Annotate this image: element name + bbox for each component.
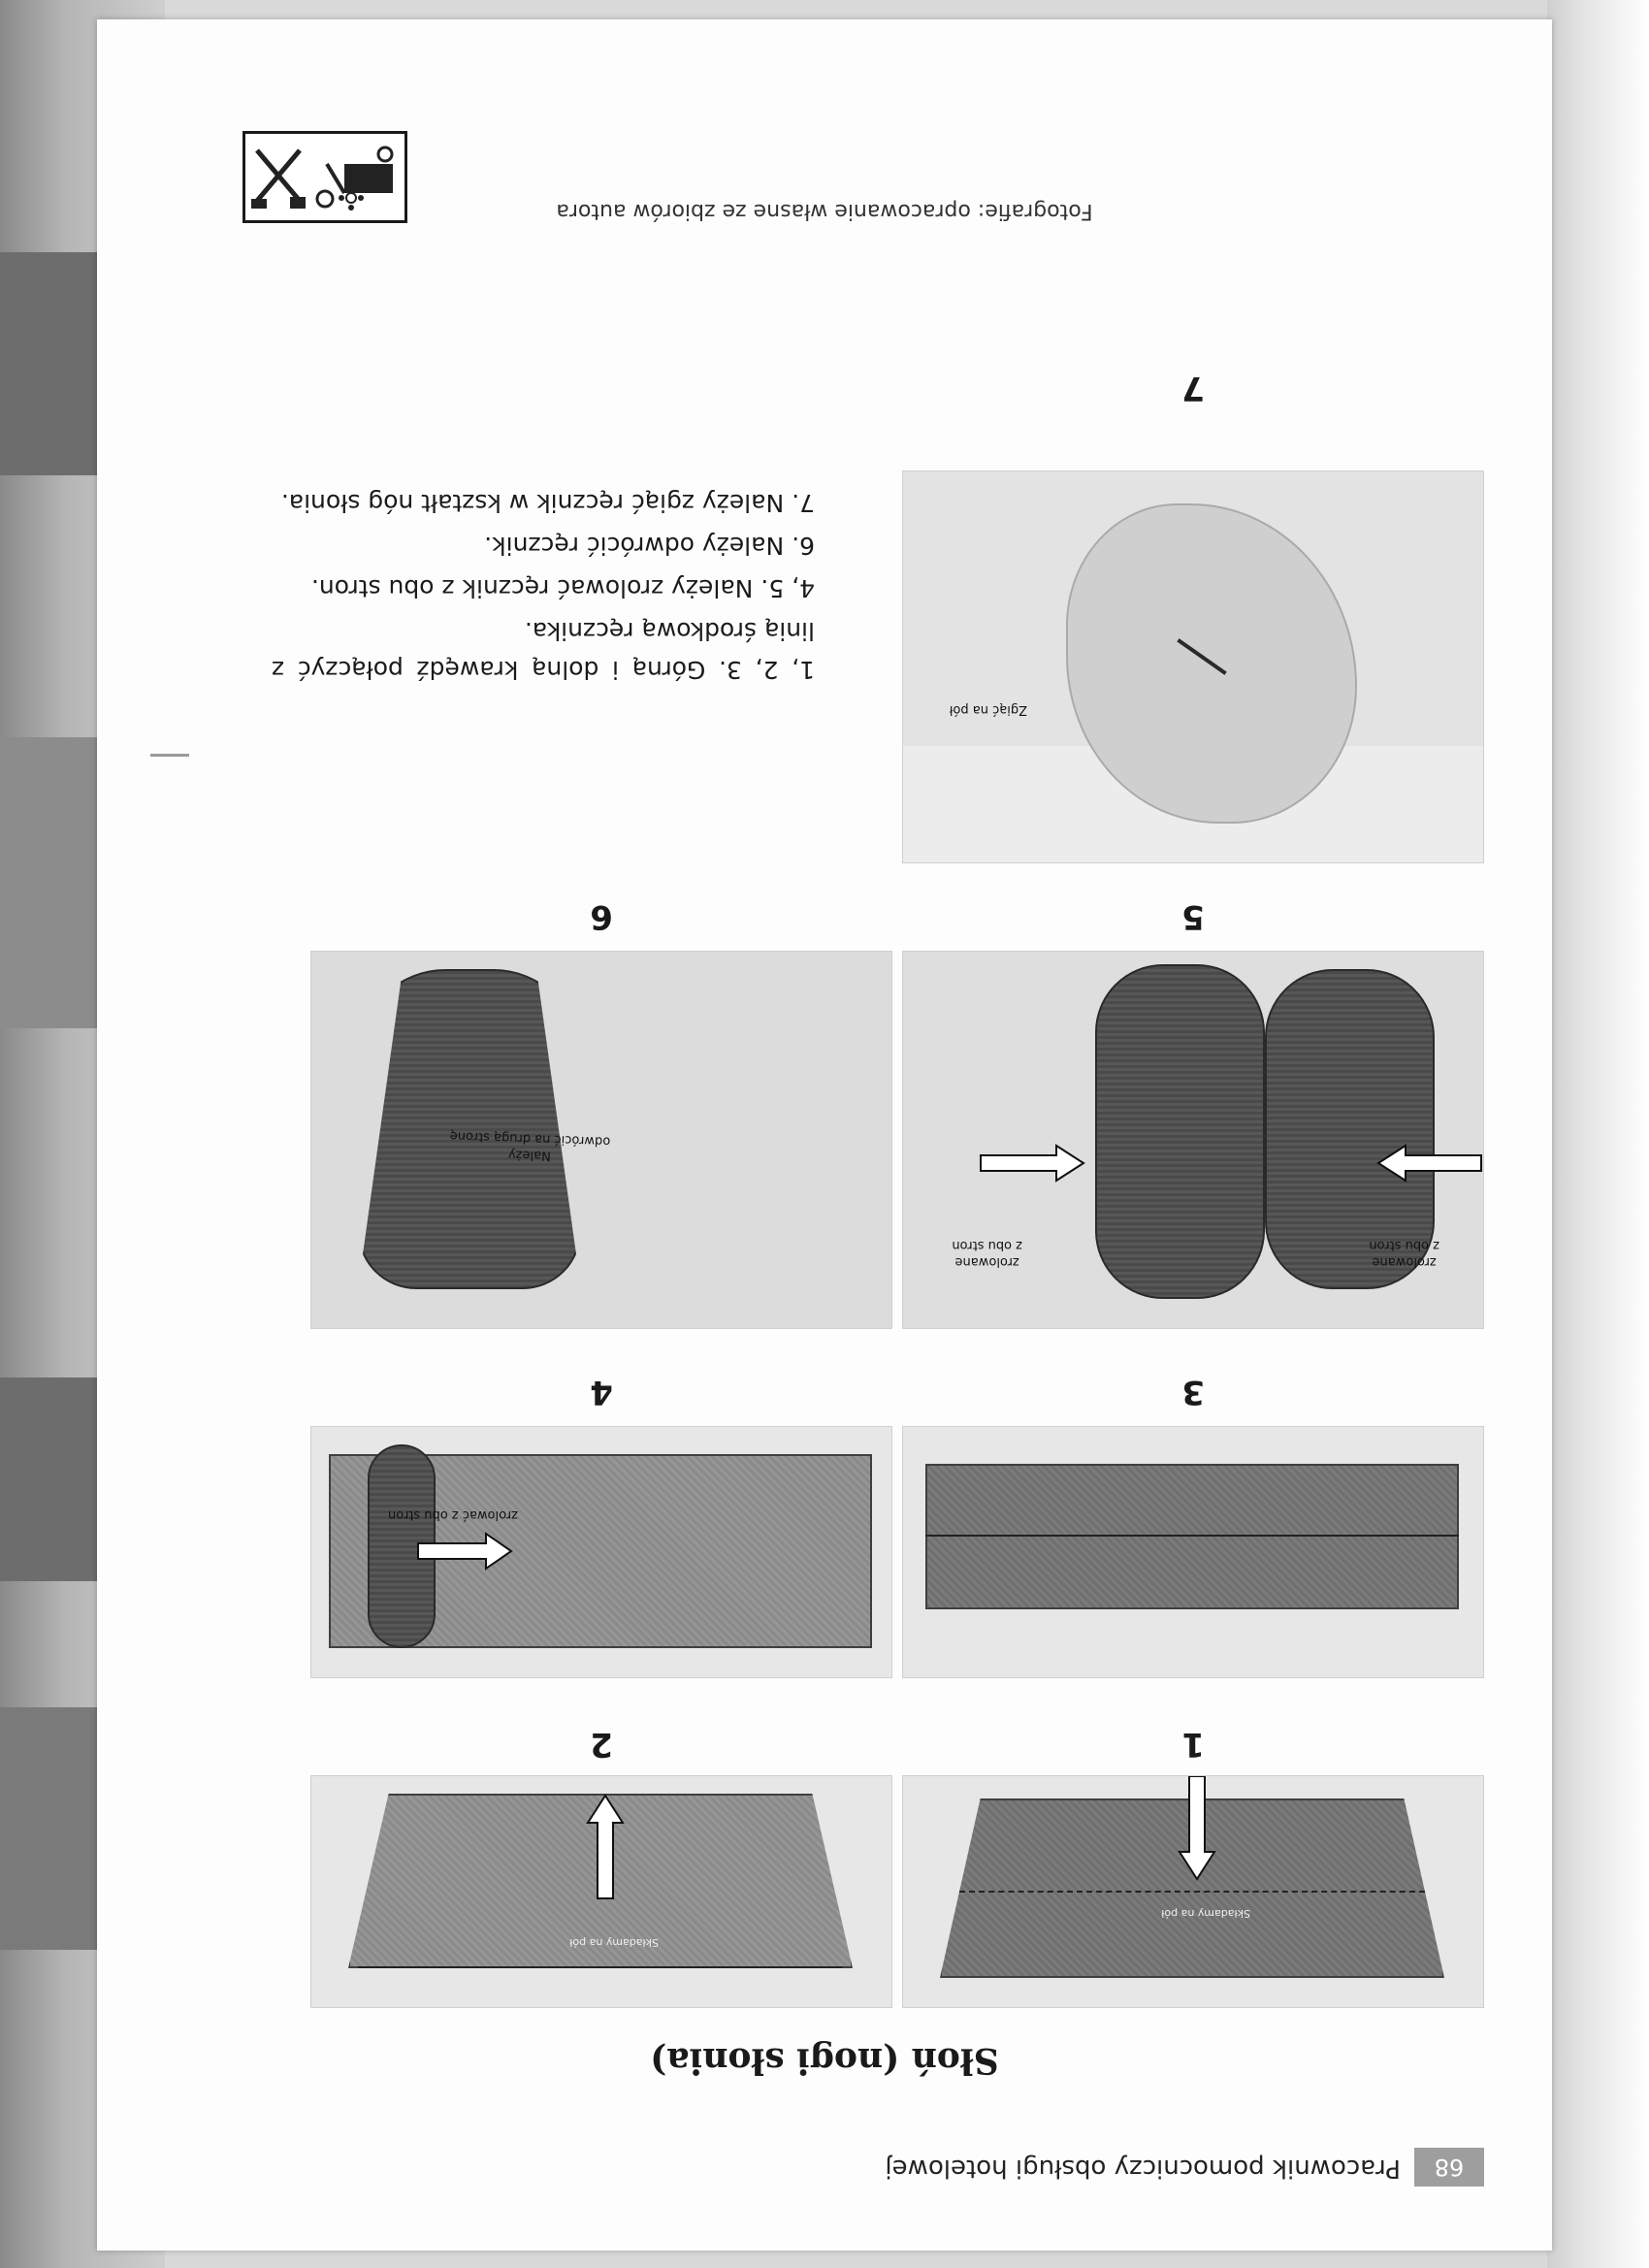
step-5-caption: zrolowane z obu stron: [952, 1238, 1022, 1269]
step-5-caption-secondary: zrolowane z obu stron: [1369, 1238, 1439, 1269]
arrow-left-icon: [416, 1532, 513, 1571]
step-2-photo: [310, 1775, 892, 2008]
step-1-caption: Składamy na pół: [1161, 1907, 1250, 1920]
step-7-panel: [902, 310, 1484, 863]
step-4-caption: zrolować z obu stron: [388, 1507, 518, 1522]
step-6-panel: [310, 883, 892, 1329]
step-2-caption: Składamy na pół: [569, 1936, 659, 1949]
step-1-photo: [902, 1775, 1484, 2008]
page-number: 68: [1414, 2148, 1484, 2187]
step-4-label: 4: [590, 1373, 613, 1411]
arrow-right-icon: [1376, 1144, 1483, 1183]
scan-speck: [150, 754, 189, 757]
category-icons: [242, 131, 407, 223]
step-2-panel: [310, 1717, 892, 2008]
step-7-caption: Zgiąć na pół: [949, 702, 1027, 717]
step-4-photo: [310, 1426, 892, 1678]
step-7-label: 7: [1181, 369, 1205, 407]
step-7-photo: [902, 470, 1484, 863]
step-5-panel: [902, 883, 1484, 1329]
tools-icon: [249, 143, 307, 211]
arrow-down-icon: [586, 1794, 625, 1900]
fold-line: [959, 1891, 1425, 1893]
roll-right: [1095, 964, 1265, 1299]
arrow-left-icon: [979, 1144, 1085, 1183]
step-6-label: 6: [590, 897, 613, 936]
towel-folded-both: [925, 1464, 1459, 1609]
step-3-photo: [902, 1426, 1484, 1678]
step-6-photo: [310, 951, 892, 1329]
step-1-label: 1: [1181, 1725, 1205, 1764]
book-page: [97, 19, 1552, 2251]
fold-edge: [358, 1966, 843, 1968]
instruction-2: 4, 5. Należy zrolować ręcznik z obu stron.: [310, 574, 815, 602]
center-line: [925, 1535, 1459, 1537]
step-4-panel: [310, 1358, 892, 1678]
instruction-3: 6. Należy odwrócić ręcznik.: [484, 532, 815, 560]
page-title: Słoń (nogi słonia): [650, 2040, 999, 2081]
step-2-label: 2: [590, 1725, 613, 1764]
instruction-1: 1, 2, 3. Górną i dolną krawędź połączyć z linią środkową ręcznika.: [272, 617, 815, 684]
step-5-label: 5: [1181, 897, 1205, 936]
step-3-label: 3: [1181, 1373, 1205, 1411]
step-3-panel: [902, 1358, 1484, 1678]
instructions-text: [272, 479, 815, 689]
arrow-up-icon: [1178, 1775, 1216, 1881]
running-head: Pracownik pomocniczy obsługi hotelowej: [885, 2154, 1401, 2183]
step-1-panel: [902, 1717, 1484, 2008]
step-5-photo: [902, 951, 1484, 1329]
scanner-shadow-right: [1547, 0, 1649, 2268]
step-6-caption: Należy odwrócić na drugą stronę: [449, 1128, 611, 1163]
instruction-4: 7. Należy zgiąć ręcznik w kształt nóg słonia.: [280, 489, 815, 517]
flower-icon: [337, 183, 366, 212]
page-header: [165, 2142, 1484, 2192]
photo-credit: Fotografie: opracowanie własne ze zbiorów autora: [556, 199, 1093, 223]
